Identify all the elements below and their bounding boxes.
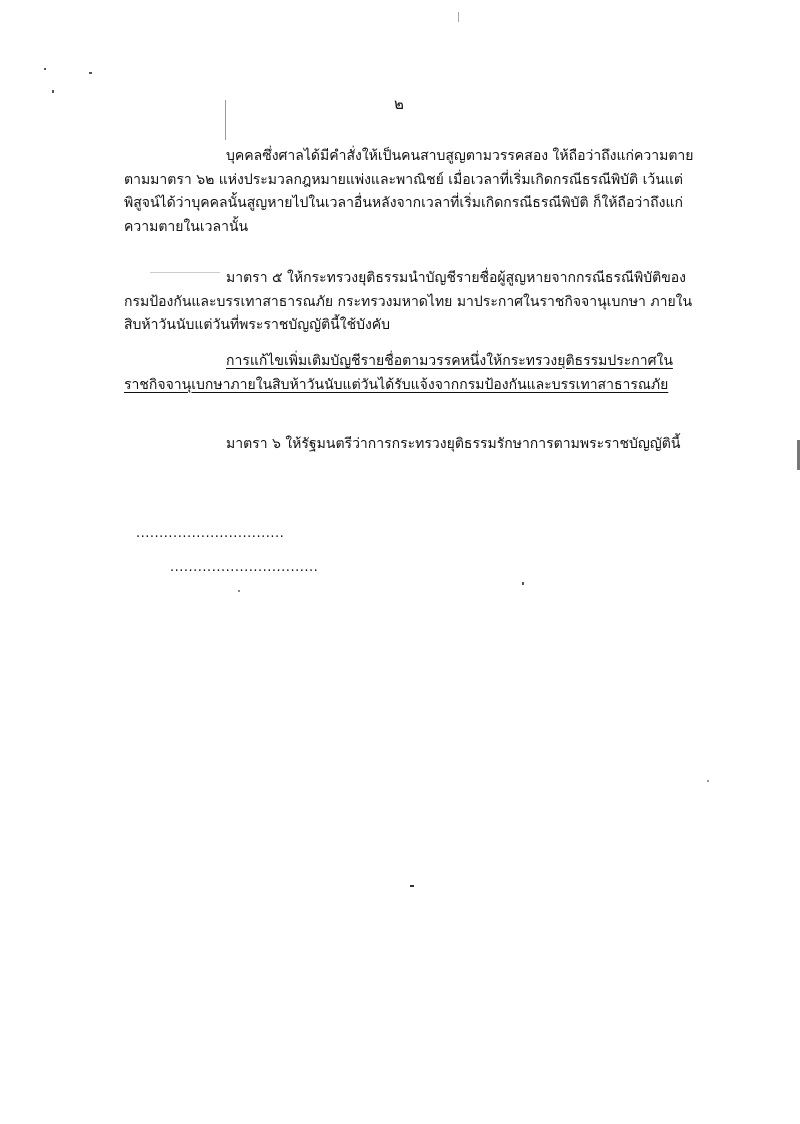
paragraph-line: การแก้ไขเพิ่มเติมบัญชีรายชื่อตามวรรคหนึ่งให้กระทรวงยุติธรรมประกาศใน — [226, 353, 673, 369]
scan-artifact — [44, 68, 46, 70]
paragraph-line: พิสูจน์ได้ว่าบุคคลนั้นสูญหายไปในเวลาอื่นหลังจากเวลาที่เริ่มเกิดกรณีธรณีพิบัติ ก็ให้ถือว่าถึงแก่ — [124, 195, 683, 211]
paragraph-section-5-amendment — [124, 350, 684, 397]
scan-artifact — [52, 90, 54, 93]
scan-artifact — [225, 100, 226, 140]
paragraph-line: มาตรา ๖ ให้รัฐมนตรีว่าการกระทรวงยุติธรรมรักษาการตามพระราชบัญญัตินี้ — [226, 436, 681, 452]
page-number: ๒ — [394, 95, 404, 113]
scan-artifact — [522, 582, 524, 585]
scan-artifact — [707, 780, 709, 782]
paragraph-section-6 — [124, 433, 684, 457]
paragraph-line: กรมป้องกันและบรรเทาสาธารณภัย กระทรวงมหาดไทย มาประกาศในราชกิจจานุเบกษา ภายใน — [124, 293, 693, 310]
paragraph-missing-person-death — [124, 145, 694, 239]
paragraph-section-5 — [124, 267, 693, 338]
paragraph-line: บุคคลซึ่งศาลได้มีคำสั่งให้เป็นคนสาบสูญตามวรรคสอง ให้ถือว่าถึงแก่ความตาย — [226, 148, 694, 164]
scan-artifact — [458, 12, 459, 22]
scan-artifact — [89, 72, 92, 74]
paragraph-line: สิบห้าวันนับแต่วันที่พระราชบัญญัตินี้ใช้บังคับ — [124, 317, 391, 333]
signature-dotted-line: ................................ — [136, 526, 285, 541]
signature-dotted-line: ................................ — [170, 560, 319, 575]
paragraph-line: ตามมาตรา ๖๒ แห่งประมวลกฎหมายแพ่งและพาณิชย์ เมื่อเวลาที่เริ่มเกิดกรณีธรณีพิบัติ เว้นแต่ — [124, 171, 683, 188]
scan-artifact — [238, 590, 240, 592]
scan-artifact — [410, 885, 414, 887]
paragraph-line: ราชกิจจานุเบกษาภายในสิบห้าวันนับแต่วันได้รับแจ้งจากกรมป้องกันและบรรเทาสาธารณภัย — [124, 376, 669, 393]
paragraph-line: มาตรา ๕ ให้กระทรวงยุติธรรมนำบัญชีรายชื่อผู้สูญหายจากกรณีธรณีพิบัติของ — [226, 270, 687, 286]
paragraph-line: ความตายในเวลานั้น — [124, 218, 249, 235]
